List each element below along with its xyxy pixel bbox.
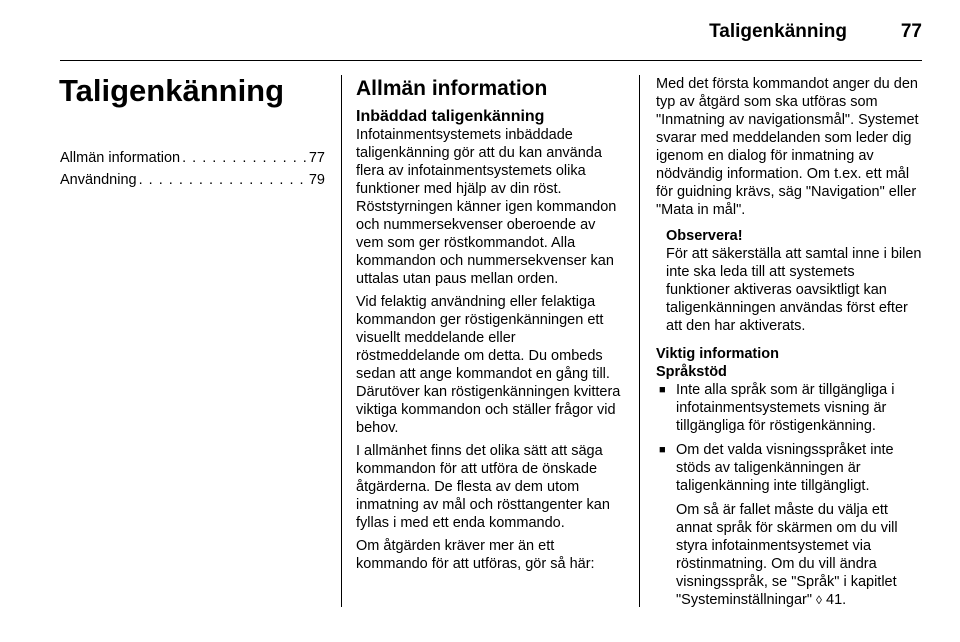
language-support-title: Språkstöd: [656, 364, 727, 380]
toc-item-page: 79: [308, 172, 325, 188]
toc-item-label: Användning: [60, 172, 137, 188]
column-divider-2: [639, 75, 640, 607]
bullet-square-icon: ■: [659, 444, 666, 456]
header-title: Taligenkänning: [709, 21, 847, 42]
section-column: [356, 75, 622, 578]
header-page-number: 77: [900, 21, 922, 42]
reference-arrow-icon: ◊: [816, 593, 822, 607]
section-title: Allmän information: [356, 77, 548, 100]
reference-page[interactable]: 41.: [826, 592, 847, 608]
toc-leader: [182, 149, 307, 168]
bullet-square-icon: ■: [659, 384, 666, 396]
toc-leader: [139, 171, 307, 190]
note-box: [656, 227, 922, 335]
toc-item[interactable]: [60, 149, 325, 171]
note-text: För att säkerställa att samtal inne i bilen inte ska leda till att systemets funktioner aktiveras oavsiktligt kan taligenkänningen användas först efter att den har aktiverats.: [666, 246, 922, 334]
list-item: [656, 441, 922, 609]
bullet-text: [676, 501, 922, 609]
bullet-list: [656, 381, 922, 609]
section-paragraph: Om åtgärden kräver mer än ett kommando för att utföras, gör så här:: [356, 538, 595, 572]
toc-item[interactable]: [60, 171, 325, 193]
section-paragraph: Infotainmentsystemets inbäddade taligenkänning gör att du kan använda flera av infotainmentsystemets olika funktioner med hjälp av din röst. Röststyrningen känner igen kommandon och nummersekvenser oberoende av vem som ger röstkommandot. Alla kommandon och nummersekvenser kan uttalas utan paus mellan orden.: [356, 127, 617, 287]
toc-item-label: Allmän information: [60, 150, 181, 166]
chapter-title: Taligenkänning: [59, 73, 285, 108]
list-item: [656, 381, 922, 435]
section-subtitle: Inbäddad taligenkänning: [356, 108, 545, 125]
toc-item-page: 77: [308, 150, 325, 166]
bullet-text: Om det valda visningsspråket inte stöds av taligenkänningen är taligenkänning inte tillgängligt.: [676, 442, 894, 494]
continuation-column: [656, 75, 922, 615]
section-paragraph: Vid felaktig användning eller felaktiga kommandon ger röstigenkänningen ett visuellt meddelande eller röstmeddelande om detta. Du ombeds sedan att ange kommandot en gång till. Därutöver kan röstigenkänningen kvittera viktiga kommandon och ställer frågor vid behov.: [356, 294, 621, 436]
section-paragraph: I allmänhet finns det olika sätt att säga kommandon för att utföra de önskade åtgärderna. De flesta av dem utom inmatning av mål och rösttangenter kan fyllas i med ett enda kommando.: [356, 443, 610, 531]
column-divider-1: [341, 75, 342, 607]
table-of-contents: [60, 149, 325, 193]
intro-paragraph: Med det första kommandot anger du den typ av åtgärd som ska utföras som "Inmatning av navigationsmål". Systemet svarar med meddelanden som leder dig igenom en dialog för inmatning av nödvändig information. Om t.ex. ett mål för guidning krävs, säg "Navigation" eller "Mata in mål".: [656, 76, 919, 218]
important-title: Viktig information: [656, 346, 779, 362]
bullet-text-body: Om så är fallet måste du välja ett annat språk för skärmen om du vill styra infotainmentsystemet via röstinmatning. Om du vill ändra visningsspråk, se "Språk" i kapitlet "Systeminställningar": [676, 502, 898, 608]
bullet-text: Inte alla språk som är tillgängliga i infotainmentsystemets visning är tillgängliga för röstigenkänning.: [676, 382, 895, 434]
note-title: Observera!: [666, 228, 743, 244]
header-rule: [60, 60, 922, 61]
